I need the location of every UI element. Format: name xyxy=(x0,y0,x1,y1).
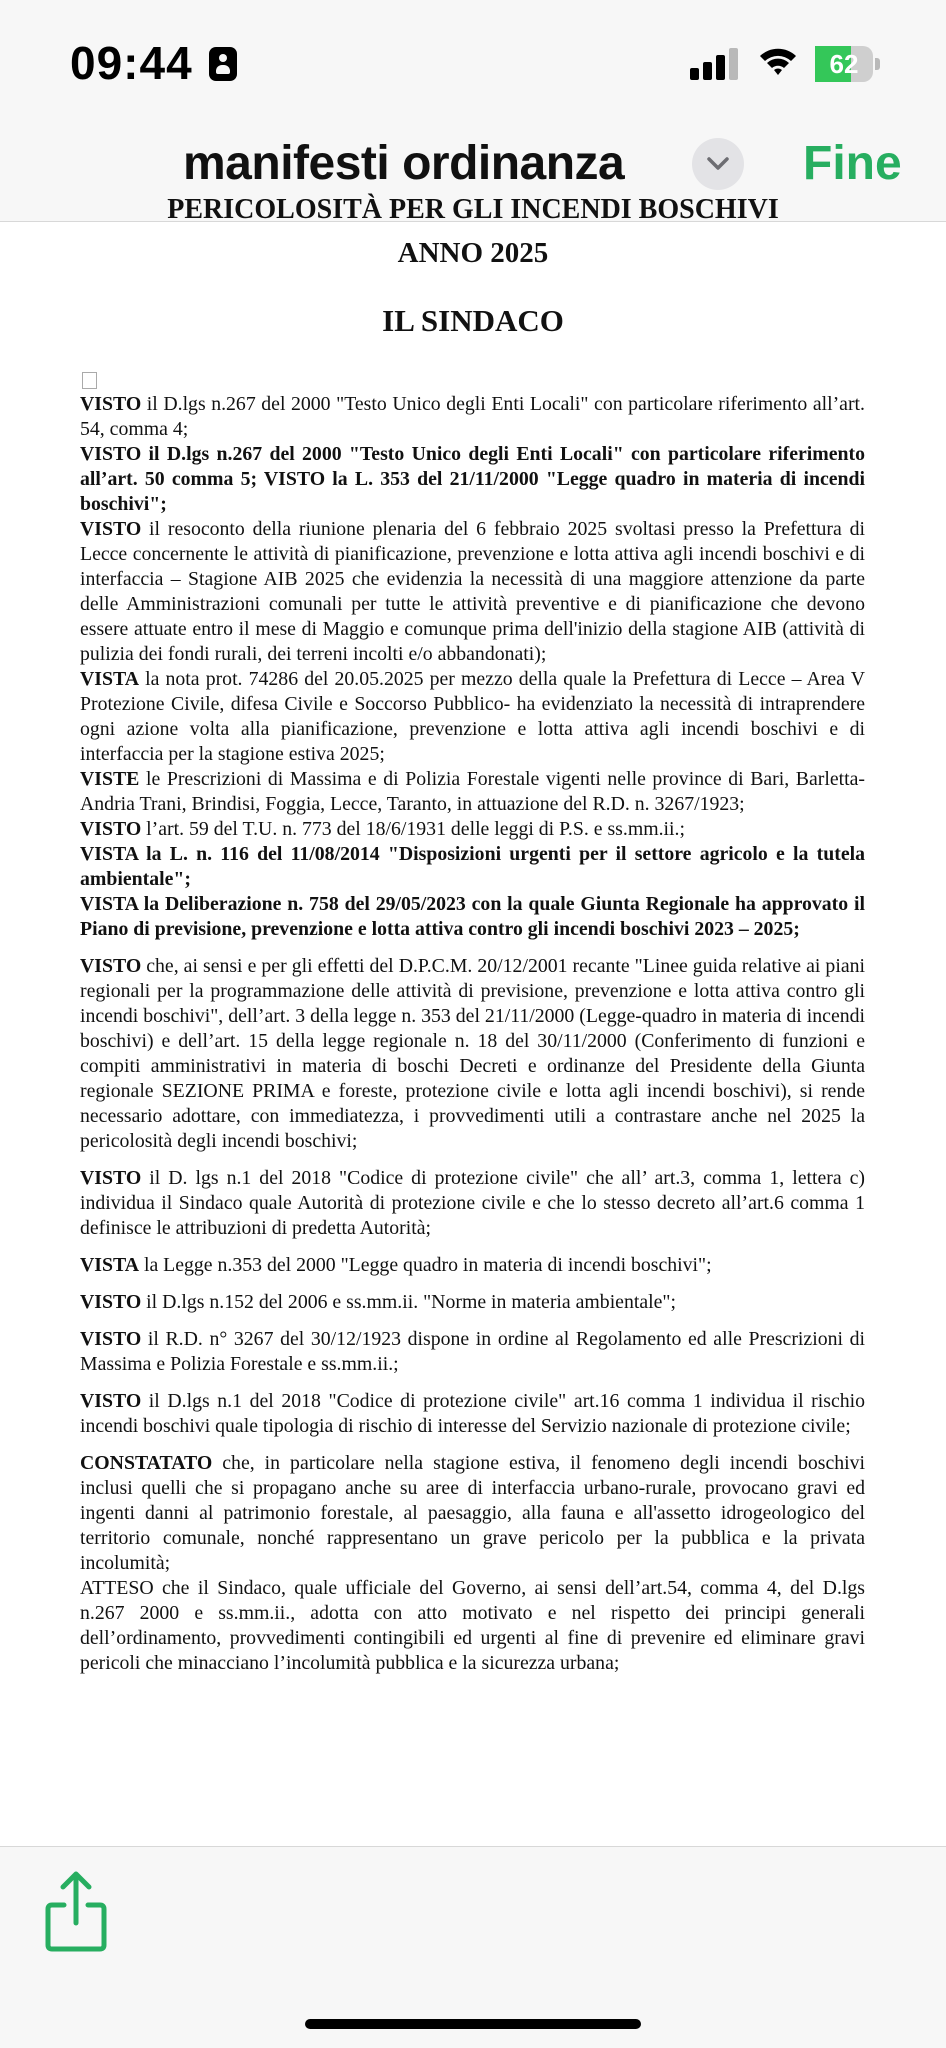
paragraph: VISTO che, ai sensi e per gli effetti del D.P.C.M. 20/12/2001 recante "Linee guida relative ai piani regionali per la programmazione delle attività di previsione, prevenzione e lotta attiva contro gli incendi boschivi", dell’art. 3 della legge n. 353 del 21/11/2000 (Legge-quadro in materia di incendi boschivi) e dell’art. 15 della legge regionale n. 18 del 30/11/2000 (Conferimento di funzioni e compiti amministrativi in materia di boschi Decreti e ordinanze del Presidente della Giunta regionale SEZIONE PRIMA e foreste, protezione civile e lotta agli incendi boschivi), si rende necessario adottare, con immediatezza, i provvedimenti utili a contrastare anche nel 2025 la pericolosità degli incendi boschivi; xyxy=(80,955,865,1152)
focus-icon xyxy=(209,47,237,81)
paragraph: VISTA la Legge n.353 del 2000 "Legge quadro in materia di incendi boschivi"; xyxy=(80,1254,712,1276)
paragraph: VISTE le Prescrizioni di Massima e di Polizia Forestale vigenti nelle province di Bari, Barletta-Andria Trani, Brindisi, Foggia, Lecce, Taranto, in attuazione del R.D. n. 3267/1923; xyxy=(80,768,865,815)
share-button[interactable] xyxy=(44,1869,108,1953)
home-indicator[interactable] xyxy=(305,2019,641,2029)
paragraph: VISTA la nota prot. 74286 del 20.05.2025 per mezzo della quale la Prefettura di Lecce – Area V Protezione Civile, difesa Civile e Soccorso Pubblico- ha evidenziato la necessità di intraprendere ogni azione volta alla pianificazione, prevenzione e lotta attiva agli incendi boschivi e di interfaccia per la stagione estiva 2025; xyxy=(80,668,865,765)
paragraph: ATTESO che il Sindaco, quale ufficiale del Governo, ai sensi dell’art.54, comma 4, del D.lgs n.267 2000 e ss.mm.ii., adotta con atto motivato e nel rispetto dei principi generali dell’ordinamento, provvedimenti contingibili ed urgenti al fine di prevenire ed eliminare gravi pericoli che minacciano l’incolumità pubblica e la sicurezza urbana; xyxy=(80,1577,865,1674)
paragraph: VISTO il resoconto della riunione plenaria del 6 febbraio 2025 svoltasi presso la Prefettura di Lecce concernente le attività di pianificazione, prevenzione e lotta attiva agli incendi boschivi e di interfaccia – Stagione AIB 2025 che evidenzia la necessità di una maggiore attenzione da parte delle Amministrazioni comunali per tutte le attività preventive e di pianificazione che devono essere attuate entro il mese di Maggio e comunque prima dell'inizio della stagione AIB (attività di pulizia dei fondi rurali, dei terreni incolti e/o abbandonati); xyxy=(80,518,865,665)
title-menu-button[interactable] xyxy=(692,138,744,190)
paragraph: VISTO il D.lgs n.267 del 2000 "Testo Unico degli Enti Locali" con particolare riferimento all’art. 50 comma 5; VISTO la L. 353 del 21/11/2000 "Legge quadro in materia di incendi boschivi"; xyxy=(80,443,865,515)
paragraph: VISTO l’art. 59 del T.U. n. 773 del 18/6/1931 delle leggi di P.S. e ss.mm.ii.; xyxy=(80,818,685,840)
paragraph: CONSTATATO che, in particolare nella stagione estiva, il fenomeno degli incendi boschivi inclusi quelli che si propagano anche su aree di interfaccia urbano-rurale, provocano gravi ed ingenti danni al patrimonio forestale, al paesaggio, alla fauna e all'assetto idrogeologico del territorio comunale, nonché rappresentano un grave pericolo per la pubblica e la privata incolumità; xyxy=(80,1452,865,1574)
paragraph: VISTO il D.lgs n.267 del 2000 "Testo Unico degli Enti Locali" con particolare riferimento all’art. 54, comma 4; xyxy=(80,393,865,440)
document-heading: PERICOLOSITÀ PER GLI INCENDI BOSCHIVI xyxy=(167,194,779,225)
done-button[interactable]: Fine xyxy=(803,137,902,190)
paragraph: VISTO il D.lgs n.1 del 2018 "Codice di protezione civile" art.16 comma 1 individua il rischio incendi boschivi quale tipologia di rischio di interesse del Servizio nazionale di protezione civile; xyxy=(80,1390,865,1437)
status-bar xyxy=(0,0,946,130)
paragraph: VISTO il D.lgs n.152 del 2006 e ss.mm.ii. "Norme in materia ambientale"; xyxy=(80,1291,676,1313)
paragraph: VISTO il R.D. n° 3267 del 30/12/1923 dispone in ordine al Regolamento ed alle Prescrizioni di Massima e Polizia Forestale e ss.mm.ii.; xyxy=(80,1328,865,1375)
battery-icon xyxy=(815,46,881,82)
document-authority: IL SINDACO xyxy=(382,303,564,338)
document-body xyxy=(80,392,865,1676)
chevron-down-icon xyxy=(706,154,730,174)
signal-icon xyxy=(690,48,738,80)
missing-glyph-icon xyxy=(82,372,97,389)
document-title[interactable]: manifesti ordinanza xyxy=(183,137,625,190)
paragraph: VISTO il D. lgs n.1 del 2018 "Codice di protezione civile" che all’ art.3, comma 1, lettera c) individua il Sindaco quale Autorità di protezione civile e che lo stesso decreto all’art.6 comma 1 definisce le attribuzioni di predetta Autorità; xyxy=(80,1167,865,1239)
status-time: 09:44 xyxy=(70,37,193,89)
paragraph: VISTA la Deliberazione n. 758 del 29/05/2023 con la quale Giunta Regionale ha approvato il Piano di previsione, prevenzione e lotta attiva contro gli incendi boschivi 2023 – 2025; xyxy=(80,893,865,940)
document-year: ANNO 2025 xyxy=(397,237,549,269)
share-icon xyxy=(44,1869,108,1953)
paragraph: VISTA la L. n. 116 del 11/08/2014 "Disposizioni urgenti per il settore agricolo e la tutela ambientale"; xyxy=(80,843,865,890)
wifi-icon xyxy=(758,44,798,78)
bottom-toolbar xyxy=(0,1846,946,2048)
document-viewer[interactable] xyxy=(0,194,946,1846)
battery-level: 62 xyxy=(829,49,859,79)
